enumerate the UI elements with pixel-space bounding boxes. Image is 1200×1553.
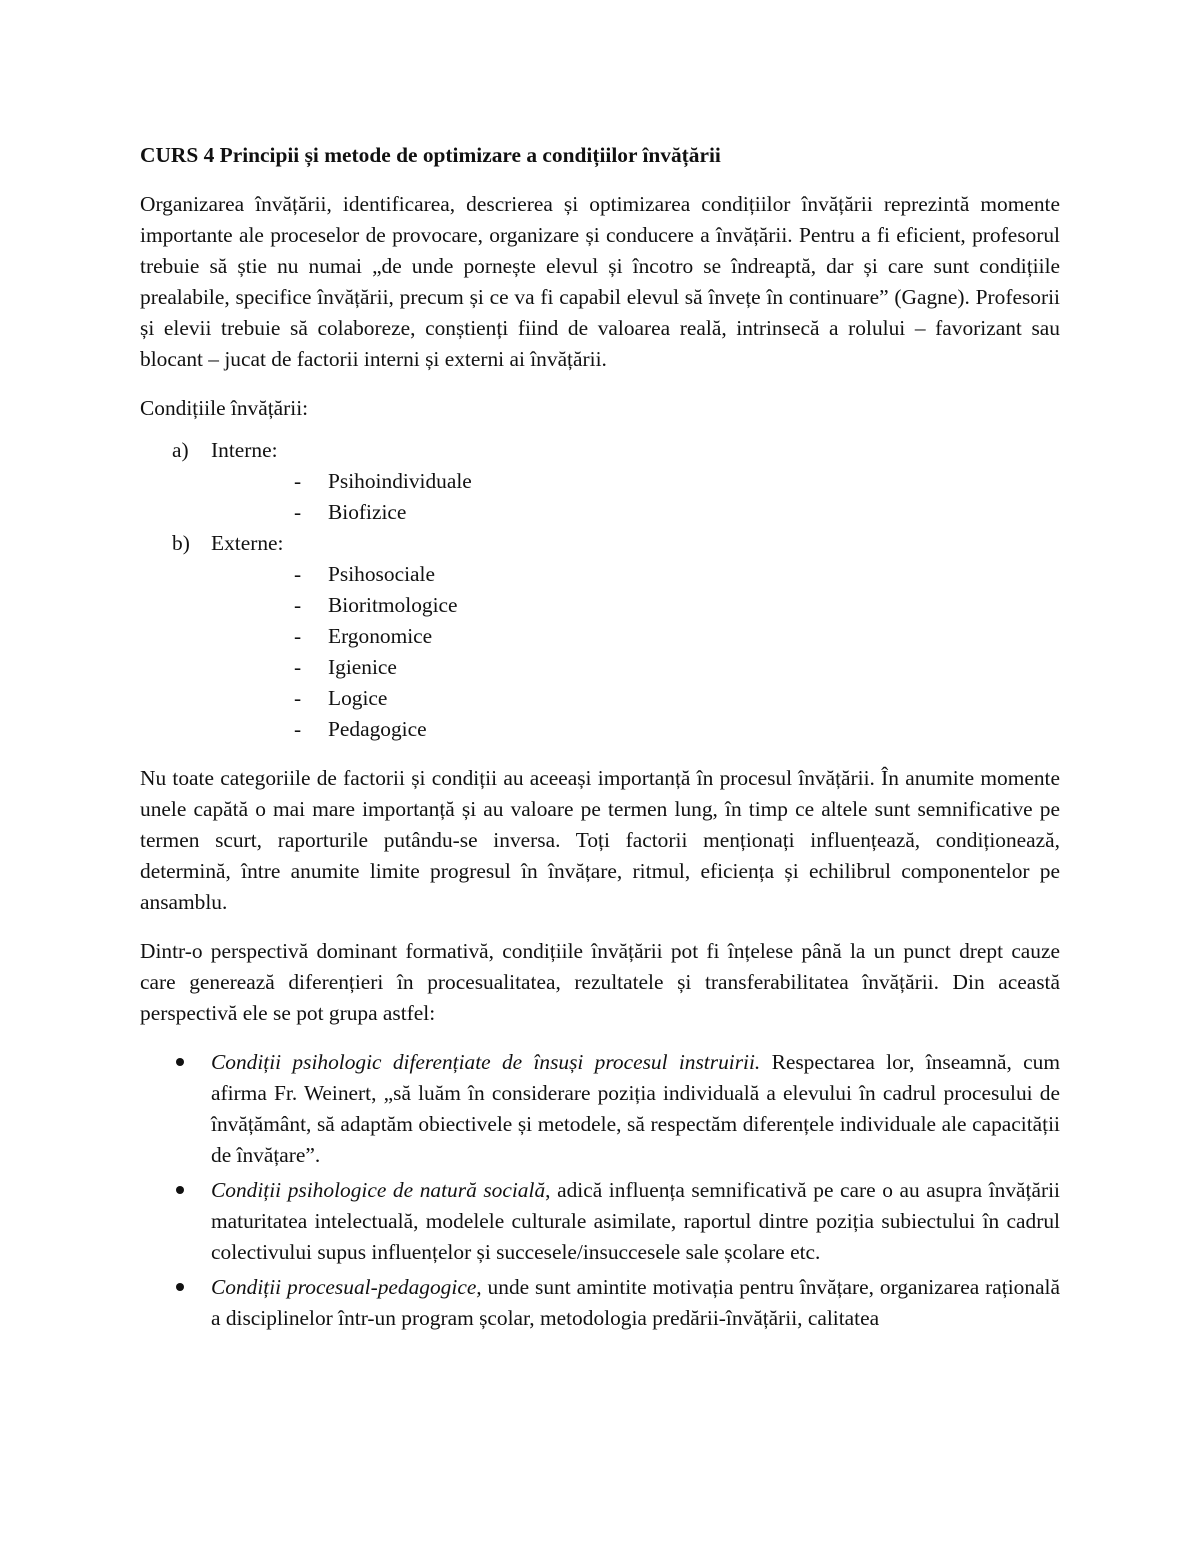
bullet-italic-lead: Condiții procesual-pedagogice, xyxy=(211,1275,482,1299)
list-item-text: Logice xyxy=(328,686,388,710)
bullet-item xyxy=(140,1175,1060,1268)
bullet-text: , adică influența semnificativă pe care o au asupra învățării maturitatea intelectuală, modelele culturale asimilate, raportul dintre poziția subiectului în cadrul colectivului supus influențelor și succesele/insuccesele sale școlare etc. xyxy=(211,1178,1060,1264)
conditions-label: Condițiile învățării: xyxy=(140,396,309,420)
internal-items-list xyxy=(140,466,1060,528)
group-marker: b) xyxy=(172,531,190,555)
bullet-icon xyxy=(176,1058,184,1066)
bullet-text: unde sunt amintite motivația pentru învățare, organizarea rațională a disciplinelor într-un program școlar, metodologia predării-învățării, calitatea xyxy=(211,1275,1060,1330)
dash-marker: - xyxy=(294,593,302,617)
bullet-list xyxy=(140,1047,1060,1334)
bullet-icon xyxy=(176,1186,184,1194)
list-item xyxy=(140,621,1060,652)
bullet-text: Respectarea lor, înseamnă, cum afirma Fr. Weinert, „să luăm în considerare poziția individuală a elevului în cadrul procesului de învățământ, să adaptăm obiectivele și metodele, să respectăm diferențele individuale ale capacității de învățare”. xyxy=(211,1050,1060,1167)
conditions-list xyxy=(140,435,1060,745)
list-item xyxy=(140,559,1060,590)
list-item-text: Biofizice xyxy=(328,500,407,524)
dash-marker: - xyxy=(294,624,302,648)
paragraph-factors: Nu toate categoriile de factorii și condiții au aceeași importanță în procesul învățării. În anumite momente unele capătă o mai mare importanță și au valoare pe termen lung, în timp ce altele sunt semnificative pe termen scurt, raporturile putându-se inversa. Toți factorii menționați influențează, condiționează, determină, între anumite limite progresul în învățare, ritmul, eficiența și echilibrul componentelor pe ansamblu. xyxy=(140,766,1060,914)
bullet-icon xyxy=(176,1283,184,1291)
dash-marker: - xyxy=(294,500,302,524)
group-external-heading xyxy=(140,528,1060,559)
list-item-text: Bioritmologice xyxy=(328,593,458,617)
list-item xyxy=(140,714,1060,745)
dash-marker: - xyxy=(294,562,302,586)
dash-marker: - xyxy=(294,717,302,741)
intro-paragraph: Organizarea învățării, identificarea, descrierea și optimizarea condițiilor învățării reprezintă momente importante ale proceselor de provocare, organizare și conducere a învățării. Pentru a fi eficient, profesorul trebuie să știe nu numai „de unde pornește elevul și încotro se îndreaptă, dar și care sunt condițiile prealabile, specifice învățării, precum și ce va fi capabil elevul să învețe în continuare” (Gagne). Profesorii și elevii trebuie să colaboreze, conștienți fiind de valoarea reală, intrinsecă a rolului – favorizant sau blocant – jucat de factorii interni și externi ai învățării. xyxy=(140,192,1060,371)
group-label: Externe: xyxy=(211,531,284,555)
list-item xyxy=(140,497,1060,528)
list-item xyxy=(140,590,1060,621)
list-item xyxy=(140,466,1060,497)
list-item-text: Pedagogice xyxy=(328,717,427,741)
list-item xyxy=(140,652,1060,683)
list-item-text: Psihosociale xyxy=(328,562,435,586)
list-item-text: Psihoindividuale xyxy=(328,469,472,493)
group-marker: a) xyxy=(172,438,189,462)
bullet-item xyxy=(140,1272,1060,1334)
dash-marker: - xyxy=(294,686,302,710)
list-item xyxy=(140,683,1060,714)
paragraph-perspective: Dintr-o perspectivă dominant formativă, condițiile învățării pot fi înțelese până la un punct drept cauze care generează diferențieri în procesualitatea, rezultatele și transferabilitatea învățării. Din această perspectivă ele se pot grupa astfel: xyxy=(140,939,1060,1025)
dash-marker: - xyxy=(294,655,302,679)
external-items-list xyxy=(140,559,1060,745)
bullet-italic-lead: Condiții psihologic diferențiate de însuși procesul instruirii. xyxy=(211,1050,761,1074)
list-item-text: Ergonomice xyxy=(328,624,433,648)
dash-marker: - xyxy=(294,469,302,493)
document-page xyxy=(140,140,1060,1338)
bullet-item xyxy=(140,1047,1060,1171)
document-title: CURS 4 Principii și metode de optimizare a condițiilor învățării xyxy=(140,143,721,167)
group-internal-heading xyxy=(140,435,1060,466)
group-label: Interne: xyxy=(211,438,278,462)
list-item-text: Igienice xyxy=(328,655,397,679)
bullet-italic-lead: Condiții psihologice de natură socială xyxy=(211,1178,546,1202)
